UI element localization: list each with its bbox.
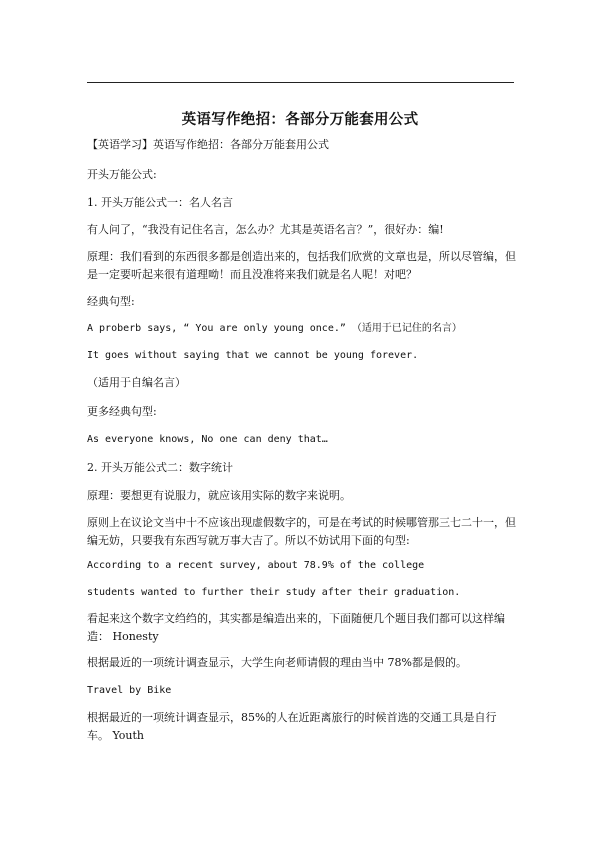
section-heading: 开头万能公式: <box>87 168 157 181</box>
formula-heading-1: 1. 开头万能公式一：名人名言 <box>87 196 233 209</box>
paragraph: 根据最近的一项统计调查显示，85%的人在近距离旅行的时候首选的交通工具是自行车。 Youth <box>87 711 497 742</box>
example-sentence: A proberb says, “ You are only young once.” （适用于已记住的名言） <box>87 323 462 334</box>
note: （适用于自编名言） <box>87 376 186 389</box>
topic-label: Travel by Bike <box>87 685 172 696</box>
paragraph: 有人问了，“我没有记住名言，怎么办？尤其是英语名言？”，很好办：编! <box>87 223 444 236</box>
example-sentence: According to a recent survey, about 78.9% of the college <box>87 560 425 571</box>
example-sentence: students wanted to further their study after their graduation. <box>87 587 461 598</box>
subheading: 经典句型: <box>87 295 135 308</box>
formula-heading-2: 2. 开头万能公式二：数字统计 <box>87 461 233 474</box>
page-title: 英语写作绝招：各部分万能套用公式 <box>181 111 419 128</box>
example-sentence: As everyone knows, No one can deny that… <box>87 434 328 445</box>
header-rule <box>87 82 514 83</box>
paragraph: 根据最近的一项统计调查显示，大学生向老师请假的理由当中 78%都是假的。 <box>87 656 467 669</box>
subheading: 更多经典句型: <box>87 405 157 418</box>
source-line: 【英语学习】英语写作绝招：各部分万能套用公式 <box>87 138 329 151</box>
paragraph-principle-2: 原理：要想更有说服力，就应该用实际的数字来说明。 <box>87 489 351 502</box>
paragraph-principle-1: 原理：我们看到的东西很多都是创造出来的，包括我们欣赏的文章也是，所以尽管编，但是一定要听起来很有道理呦！而且没准将来我们就是名人呢！对吧？ <box>87 250 516 281</box>
paragraph: 看起来这个数字文绉绉的，其实都是编造出来的，下面随便几个题目我们都可以这样编造： Honesty <box>87 612 505 643</box>
example-sentence: It goes without saying that we cannot be young forever. <box>87 350 419 361</box>
paragraph: 原则上在议论文当中十不应该出现虚假数字的，可是在考试的时候哪管那三七二十一，但编无妨，只要我有东西写就万事大吉了。所以不妨试用下面的句型: <box>87 516 516 547</box>
